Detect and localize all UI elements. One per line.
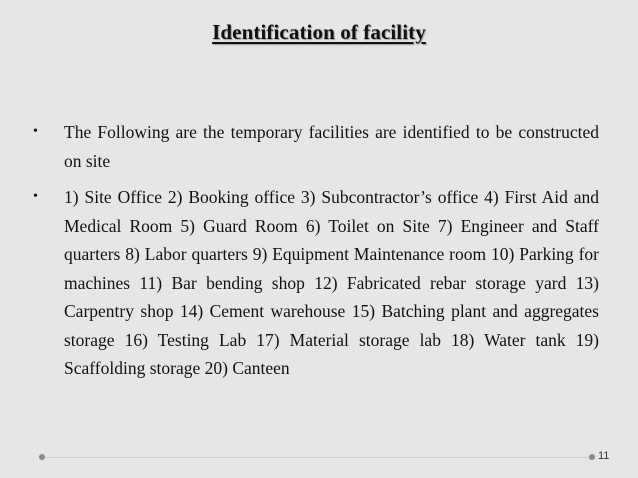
slide-title: Identification of facility	[212, 20, 426, 44]
bullet-list	[33, 118, 599, 391]
bullet-item	[33, 183, 599, 383]
bullet-text: 1) Site Office 2) Booking office 3) Subcontractor’s office 4) First Aid and Medical Room 5) Guard Room 6) Toilet on Site 7) Engineer and Staff quarters 8) Labor quarters 9) Equipment Maintenance room 10) Parking for machines 11) Bar bending shop 12) Fabricated rebar storage yard 13) Carpentry shop 14) Cement warehouse 15) Batching plant and aggregates storage 16) Testing Lab 17) Material storage lab 18) Water tank 19) Scaffolding storage 20) Canteen	[64, 187, 599, 378]
bullet-item	[33, 118, 599, 175]
bullet-icon: •	[33, 124, 38, 139]
page-number: 11	[598, 450, 610, 462]
bullet-text: The Following are the temporary facilities are identified to be constructed on site	[64, 122, 599, 171]
bullet-icon: •	[33, 189, 38, 204]
footer-right-dot-icon	[589, 454, 595, 460]
footer-divider	[42, 457, 592, 458]
footer-left-dot-icon	[39, 454, 45, 460]
